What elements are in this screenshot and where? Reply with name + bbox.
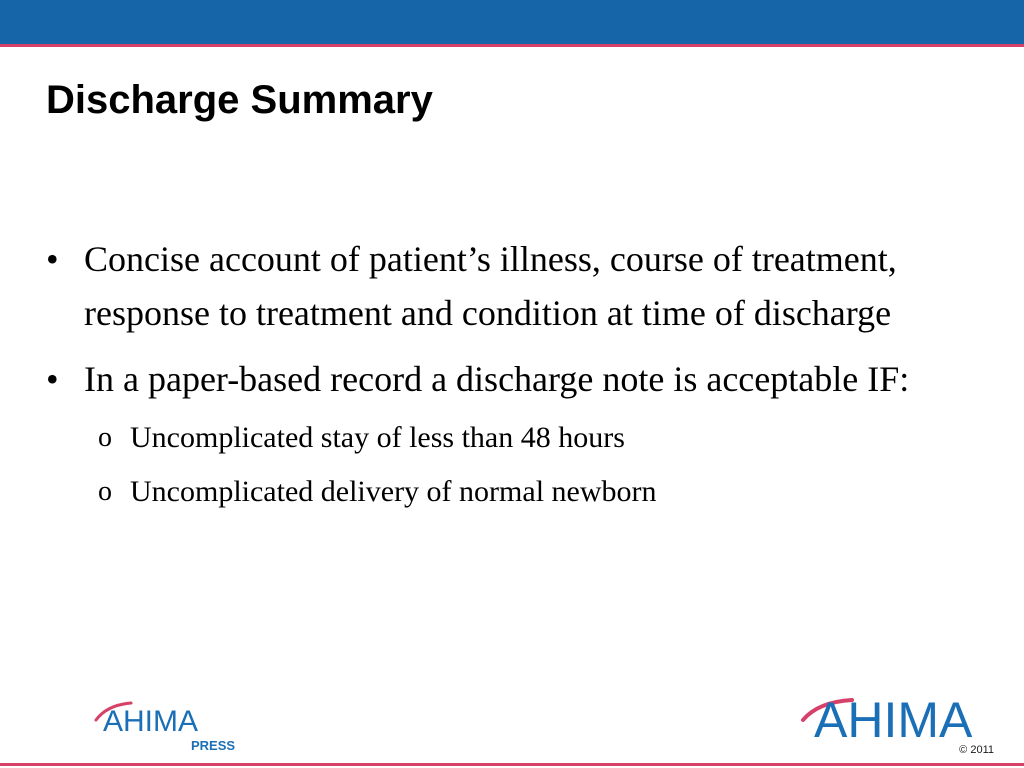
ahima-press-logo-subtext: PRESS (191, 738, 236, 753)
bullet-item (46, 352, 996, 406)
ahima-logo-wordmark: AHIMA (814, 692, 973, 746)
ahima-logo (800, 690, 1000, 746)
ahima-press-logo-wordmark: AHIMA (103, 705, 199, 738)
header-bar (0, 0, 1024, 44)
footer-divider (0, 763, 1024, 766)
slide-body (46, 232, 996, 526)
sub-bullet-item (46, 472, 996, 512)
sub-bullet-item (46, 418, 996, 458)
header-divider (0, 44, 1024, 47)
bullet-item (46, 232, 996, 340)
sub-bullet-marker: o (98, 476, 112, 507)
bullet-text: Concise account of patient’s illness, course of treatment, response to treatment and condition at time of discharge (84, 239, 897, 333)
sub-bullet-text: Uncomplicated stay of less than 48 hours (130, 421, 625, 454)
ahima-press-logo (93, 693, 243, 753)
sub-bullet-text: Uncomplicated delivery of normal newborn (130, 475, 657, 508)
bullet-text: In a paper-based record a discharge note is acceptable IF: (84, 359, 910, 399)
bullet-marker: • (46, 359, 59, 399)
copyright-notice: © 2011 (959, 744, 994, 756)
slide-title: Discharge Summary (46, 78, 433, 122)
bullet-marker: • (46, 239, 59, 279)
sub-bullet-marker: o (98, 422, 112, 453)
